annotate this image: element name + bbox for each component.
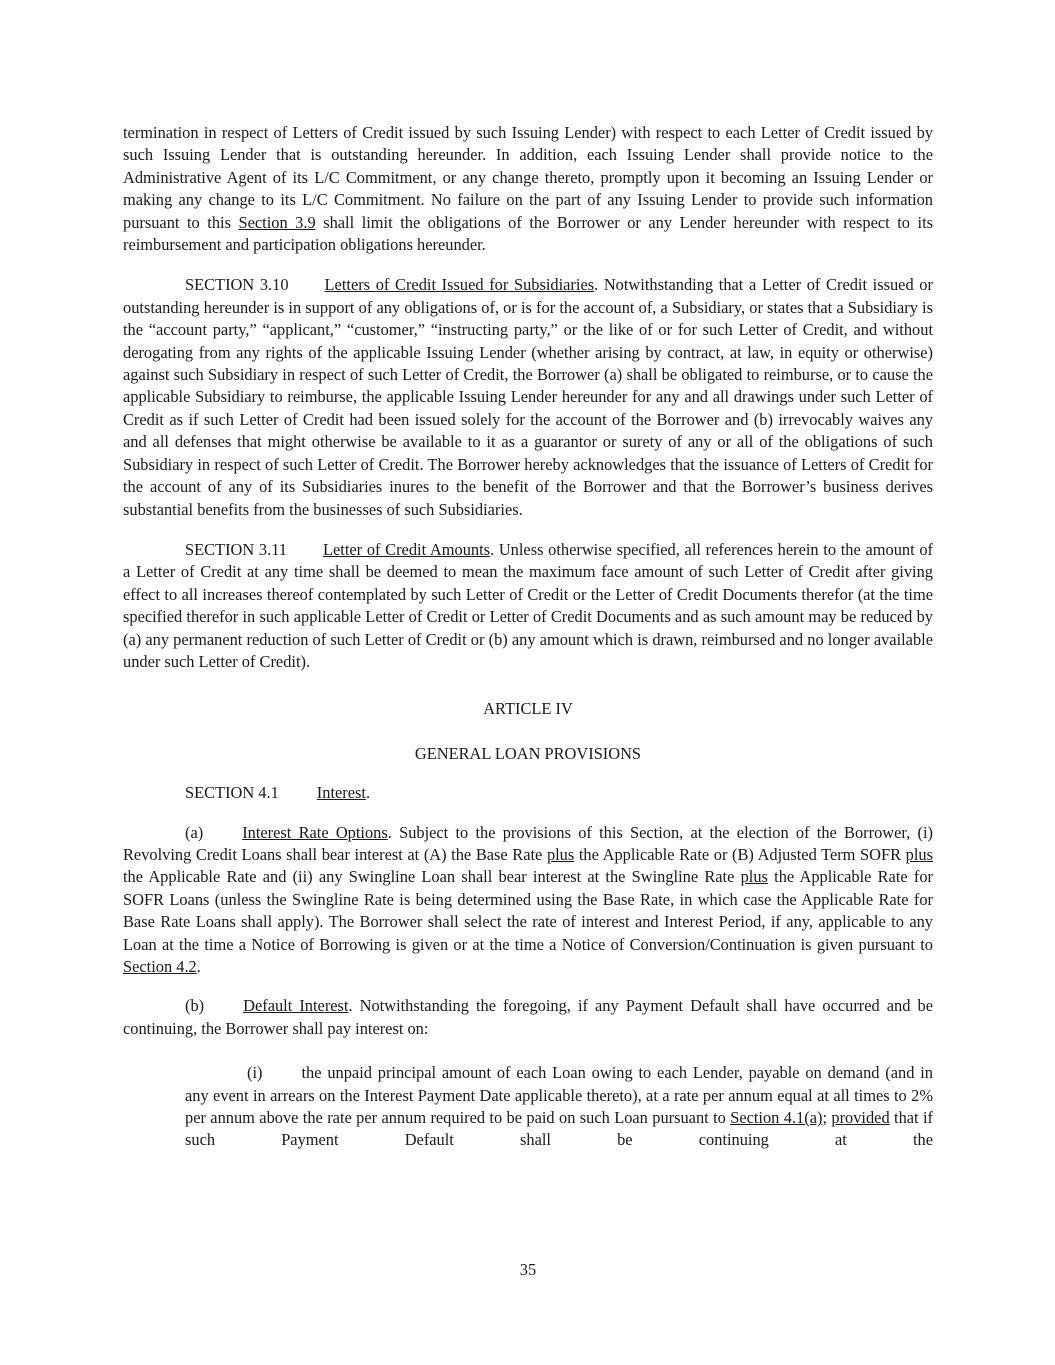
section-3-10-paragraph <box>123 274 933 520</box>
underlined-text: plus <box>740 867 768 887</box>
document-body <box>123 122 933 1152</box>
underlined-text: Section 3.9 <box>238 212 316 232</box>
default-interest-item-i-paragraph <box>185 1062 933 1152</box>
tab-spacer <box>123 837 185 838</box>
text-segment: . Subject to the provisions of this Section, at the election of the Borrower, (i) Revolving Credit Loans shall bear interest at (A) the Base Rate <box>123 822 933 864</box>
underlined-text: Default Interest <box>243 996 349 1016</box>
text-segment: (i) <box>247 1063 263 1083</box>
tab-spacer <box>185 1077 247 1078</box>
tab-spacer <box>289 289 325 290</box>
underlined-text: provided <box>831 1108 890 1128</box>
section-3-11-paragraph <box>123 539 933 673</box>
text-segment: shall limit the obligations of the Borrower or any Lender hereunder with respect to its reimbursement and participation obligations hereunder. <box>123 212 934 255</box>
text-segment: ; <box>822 1108 832 1128</box>
text-segment: . Unless otherwise specified, all references herein to the amount of a Letter of Credit at any time shall be deemed to mean the maximum face amount of such Letter of Credit after giving effect to all increases thereof contemplated by such Letter of Credit or the Letter of Credit Documents therefor (at the time specified therefor in such applicable Letter of Credit or Letter of Credit Documents and as such amount may be reduced by (a) any permanent reduction of such Letter of Credit or (b) any amount which is drawn, reimbursed and no longer available under such Letter of Credit). <box>123 539 933 671</box>
page-number: 35 <box>519 1260 537 1279</box>
interest-rate-options-paragraph <box>123 822 933 979</box>
underlined-text: Section 4.1(a) <box>730 1108 823 1128</box>
text-segment: SECTION 4.1 <box>185 783 279 803</box>
article-iv-heading: ARTICLE IV <box>483 699 573 719</box>
underlined-text: Interest <box>316 783 366 803</box>
tab-spacer <box>123 554 185 555</box>
tab-spacer <box>123 797 185 798</box>
text-segment: . Notwithstanding the foregoing, if any Payment Default shall have occurred and be continuing, the Borrower shall pay interest on: <box>123 996 933 1038</box>
tab-spacer <box>279 797 317 798</box>
section-4-1-heading <box>123 782 933 804</box>
text-segment: . <box>196 957 201 976</box>
underlined-text: Section 4.2 <box>123 957 197 976</box>
underlined-text: plus <box>905 844 933 864</box>
tab-spacer <box>287 554 323 555</box>
tab-spacer <box>123 289 185 290</box>
text-segment: SECTION 3.11 <box>185 539 287 559</box>
text-segment: . <box>365 783 371 803</box>
underlined-text: plus <box>546 844 575 864</box>
default-interest-paragraph <box>123 995 933 1040</box>
tab-spacer <box>204 1010 243 1011</box>
text-segment: the Applicable Rate for SOFR Loans (unless the Swingline Rate is being determined using the Base Rate, in which case the Applicable Rate for Base Rate Loans shall apply). The Borrower shall select the rate of interest and Interest Period, if any, applicable to any Loan at the time a Notice of Borrowing is given or at the time a Notice of Conversion/Continuation is given pursuant to <box>123 867 933 954</box>
text-segment: termination in respect of Letters of Credit issued by such Issuing Lender) with respect to each Letter of Credit issued by such Issuing Lender that is outstanding hereunder. In addition, each Issuing Lender shall provide notice to the Administrative Agent of its L/C Commitment, or any change thereto, promptly upon it becoming an Issuing Lender or making any change to its L/C Commitment. No failure on the part of any Issuing Lender to provide such information pursuant to this <box>123 123 933 232</box>
underlined-text: Letter of Credit Amounts <box>322 539 491 559</box>
underlined-text: Letters of Credit Issued for Subsidiaries <box>324 275 595 295</box>
paragraph-letters-of-credit-continuation <box>123 122 933 256</box>
text-segment: that if such Payment Default shall be continuing at the <box>185 1108 933 1150</box>
text-segment: SECTION 3.10 <box>185 275 289 295</box>
text-segment: (a) <box>185 822 204 842</box>
general-loan-provisions-heading: GENERAL LOAN PROVISIONS <box>414 743 642 763</box>
tab-spacer <box>262 1077 301 1078</box>
text-segment: . Notwithstanding that a Letter of Credit issued or outstanding hereunder is in support of any obligations of, or is for the account of, a Subsidiary, or states that a Subsidiary is the “account party,” “applicant,” “customer,” “instructing party,” or the like of or for such Letter of Credit, and without derogating from any rights of the applicable Issuing Lender (whether arising by contract, at law, in equity or otherwise) against such Subsidiary in respect of such Letter of Credit, the Borrower (a) shall be obligated to reimburse, or to cause the applicable Subsidiary to reimburse, the applicable Issuing Lender hereunder for any and all drawings under such Letter of Credit as if such Letter of Credit had been issued solely for the account of the Borrower and (b) irrevocably waives any and all defenses that might otherwise be available to it as a guarantor or surety of any or all of the obligations of such Subsidiary in respect of such Letter of Credit. The Borrower hereby acknowledges that the issuance of Letters of Credit for the account of any of its Subsidiaries inures to the benefit of the Borrower and that the Borrower’s business derives substantial benefits from the businesses of such Subsidiaries. <box>123 275 933 519</box>
text-segment: the unpaid principal amount of each Loan owing to each Lender, payable on demand (and in any event in arrears on the Interest Payment Date applicable thereto), at a rate per annum equal at all times to 2% per annum above the rate per annum required to be paid on such Loan pursuant to <box>185 1063 933 1128</box>
tab-spacer <box>203 837 242 838</box>
tab-spacer <box>123 1010 185 1011</box>
text-segment: the Applicable Rate or (B) Adjusted Term SOFR <box>574 844 906 864</box>
text-segment: the Applicable Rate and (ii) any Swingline Loan shall bear interest at the Swingline Rate <box>123 867 741 887</box>
underlined-text: Interest Rate Options <box>242 822 388 842</box>
text-segment: (b) <box>185 996 205 1016</box>
